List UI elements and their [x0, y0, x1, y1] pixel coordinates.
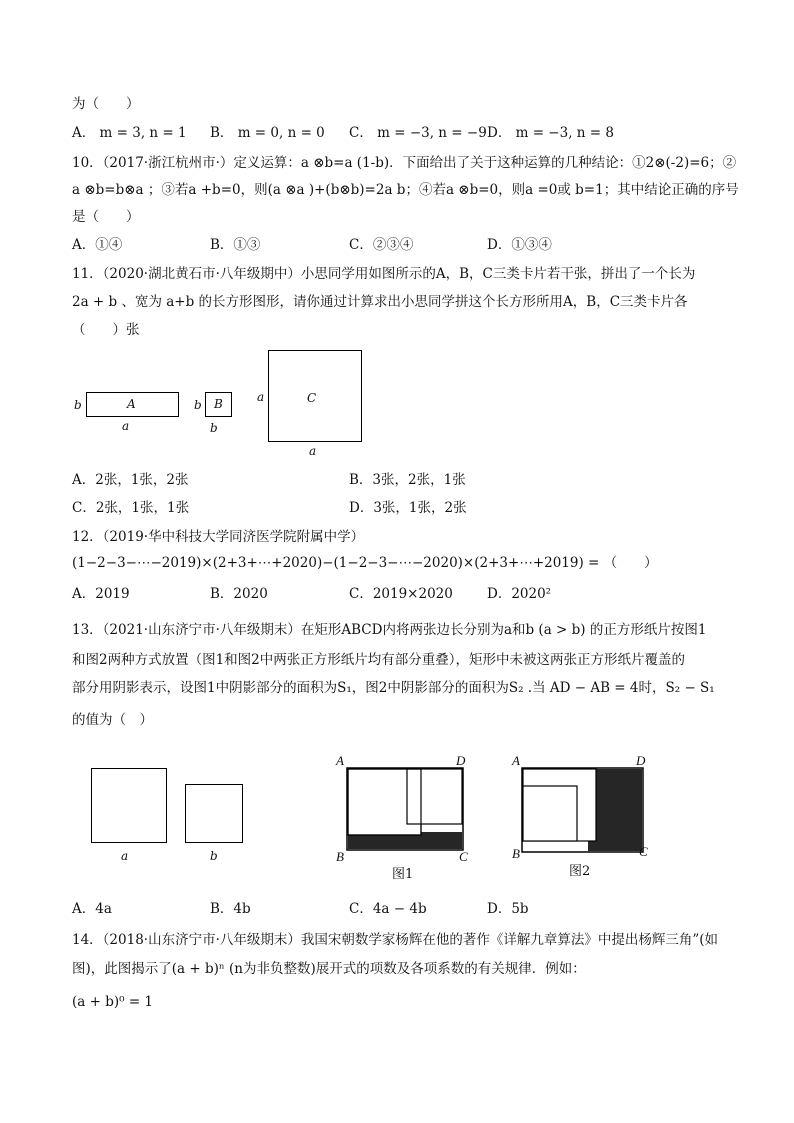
fig1-vertex-a: A	[336, 753, 344, 768]
q12-line-2: (1−2−3−⋯−2019)×(2+3+⋯+2020)−(1−2−3−⋯−2020)×(2+3+⋯+2019) = （ ）	[72, 555, 658, 571]
square-a	[91, 768, 167, 843]
q9-option-a: A． m = 3, n = 1	[72, 125, 187, 141]
q13-line-2: 和图2两种方式放置（图1和图2中两张正方形纸片均有部分重叠），矩形中未被这两张正方形纸片覆盖的	[72, 652, 686, 668]
q13-option-c: C．4a − 4b	[349, 901, 427, 917]
q11-option-b: B．3张，2张，1张	[349, 472, 466, 488]
q13-line-4: 的值为（ ）	[72, 712, 153, 728]
q11-option-a: A．2张，1张，2张	[72, 472, 189, 488]
q14-line-1: 14．（2018·山东济宁市·八年级期末）我国宋朝数学家杨辉在他的著作《详解九章算法》中提出杨辉三角”(如	[72, 932, 719, 948]
fig2-vertex-a: A	[512, 753, 520, 768]
q10-line-1: 10．（2017·浙江杭州市·）定义运算：a ⊗b=a (1-b)．下面给出了关于这种运算的几种结论：①2⊗(-2)=6；②	[72, 155, 737, 171]
fig2-caption: 图2	[569, 864, 591, 879]
fig2-vertex-b: B	[512, 846, 520, 861]
figure-2	[515, 760, 650, 860]
card-a	[86, 392, 179, 417]
card-a-side-bottom: a	[122, 419, 130, 433]
q13-option-a: A．4a	[72, 901, 112, 917]
q14-line-2: 图)，此图揭示了(a + b)ⁿ (n为非负整数)展开式的项数及各项系数的有关规律．例如：	[72, 961, 586, 977]
card-b-side-bottom: b	[210, 421, 218, 435]
q9-option-b: B． m = 0, n = 0	[210, 125, 325, 141]
q13-line-1: 13．（2021·山东济宁市·八年级期末）在矩形ABCD内将两张边长分别为a和b (a > b) 的正方形纸片按图1	[72, 622, 707, 638]
q10-line-3: 是（ ）	[72, 209, 140, 225]
card-a-side-left: b	[74, 398, 82, 412]
fig2-vertex-c: C	[639, 844, 648, 859]
square-b	[185, 784, 243, 843]
fig2-vertex-d: D	[636, 753, 646, 768]
q12-option-c: C．2019×2020	[349, 586, 453, 602]
square-a-label: a	[121, 849, 129, 863]
fig1-caption: 图1	[392, 867, 414, 882]
q10-line-2: a ⊗b=b⊗a ；③若a +b=0，则(a ⊗a )+(b⊗b)=2a b；④若a ⊗b=0，则a =0或 b=1；其中结论正确的序号	[72, 182, 739, 198]
card-c-side-bottom: a	[309, 444, 317, 458]
card-c-label: C	[307, 391, 317, 405]
card-a-label: A	[127, 397, 136, 411]
q11-option-c: C．2张，1张，1张	[72, 500, 190, 516]
q13-line-3: 部分用阴影表示，设图1中阴影部分的面积为S₁，图2中阴影部分的面积为S₂ .当 AD − AB = 4时，S₂ − S₁	[72, 680, 715, 696]
fig1-vertex-b: B	[336, 849, 344, 864]
q10-option-b: B．①③	[210, 237, 261, 253]
q12-line-1: 12．（2019·华中科技大学同济医学院附属中学）	[72, 529, 365, 545]
q10-option-a: A．①④	[72, 237, 123, 253]
q11-line-2: 2a + b 、宽为 a+b 的长方形图形，请你通过计算求出小思同学拼这个长方形所用A，B，C三类卡片各	[72, 294, 688, 310]
card-b-label: B	[214, 397, 223, 411]
q12-option-d: D．2020²	[487, 586, 552, 602]
square-b-label: b	[210, 849, 218, 863]
q12-option-a: A．2019	[72, 586, 130, 602]
fig1-vertex-c: C	[459, 849, 468, 864]
q11-option-d: D．3张，1张，2张	[349, 500, 467, 516]
q12-option-b: B．2020	[210, 586, 268, 602]
q14-line-3: (a + b)⁰ = 1	[72, 994, 154, 1010]
card-c-side-left: a	[257, 390, 265, 404]
q9-option-d: D． m = −3, n = 8	[487, 125, 614, 141]
q13-option-d: D．5b	[487, 901, 529, 917]
card-b	[205, 392, 232, 417]
q11-line-1: 11．（2020·湖北黄石市·八年级期中）小思同学用如图所示的A，B，C三类卡片若干张，拼出了一个长为	[72, 266, 696, 282]
q9-option-c: C． m = −3, n = −9	[349, 125, 487, 141]
q13-option-b: B．4b	[210, 901, 251, 917]
q10-option-c: C．②③④	[349, 237, 414, 253]
q11-line-3: （ ）张	[72, 322, 140, 338]
figure-1	[340, 760, 475, 860]
q10-option-d: D．①③④	[487, 237, 552, 253]
q9-tail: 为（ ）	[72, 96, 140, 112]
card-c	[268, 350, 362, 442]
card-b-side-left: b	[194, 398, 202, 412]
fig1-vertex-d: D	[456, 753, 466, 768]
